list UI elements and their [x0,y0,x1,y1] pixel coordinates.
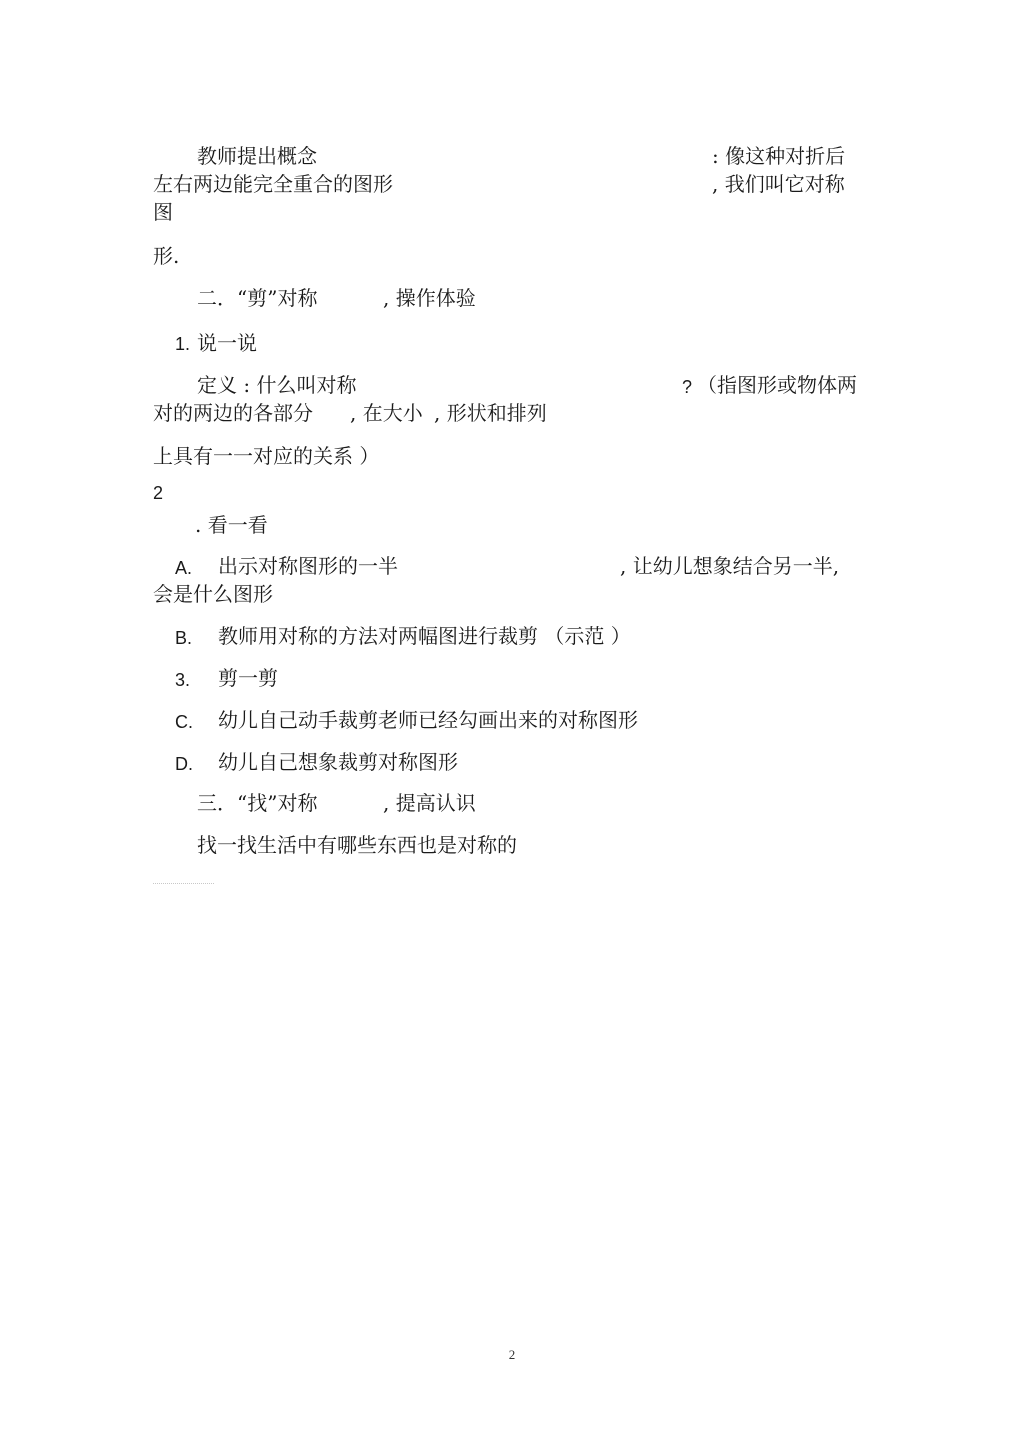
item-c-text: 幼儿自己动手裁剪老师已经勾画出来的对称图形 [218,708,638,732]
item-d-text: 幼儿自己想象裁剪对称图形 [218,750,458,774]
definition-line2-c: , 形状和排列 [434,401,547,425]
item-c-letter: C. [175,712,193,732]
item-d-letter: D. [175,754,193,774]
section-3-heading-tail: , 提高认识 [383,791,476,815]
concept-line4: 形. [153,244,180,268]
item-3-label: 剪一剪 [218,666,278,690]
section-3-text: 找一找生活中有哪些东西也是对称的 [197,833,517,857]
section-2-heading-tail: , 操作体验 [383,286,476,310]
definition-line2-a: 对的两边的各部分 [153,401,313,425]
item-3-number: 3. [175,670,191,690]
section-2-heading: 二．“剪”对称 [197,286,318,310]
definition-line2-b: , 在大小 [350,401,423,425]
item-b-letter: B. [175,628,193,648]
item-a-text: 出示对称图形的一半 [218,554,398,578]
item-a-letter: A. [175,558,193,578]
definition-left: 定义 : 什么叫对称 [197,373,357,397]
concept-line2-left: 左右两边能完全重合的图形 [153,172,393,196]
item-2-label: . 看一看 [195,513,268,537]
item-2-number: 2 [153,483,164,503]
item-a-text-line2: 会是什么图形 [153,582,273,606]
concept-line1-left: 教师提出概念 [197,144,317,168]
definition-line3: 上具有一一对应的关系 ） [153,444,380,468]
definition-question-mark: ? [682,377,693,397]
concept-line1-right: : 像这种对折后 [712,144,846,168]
page-number: 2 [508,1347,516,1362]
item-a-text-right: , 让幼儿想象结合另一半, [620,554,840,578]
footnote-divider [153,883,214,884]
definition-right: （指图形或物体两 [697,373,857,397]
item-b-text: 教师用对称的方法对两幅图进行裁剪 （示范 ） [218,624,631,648]
concept-line2-right: , 我们叫它对称 [712,172,845,196]
concept-line3: 图 [153,200,173,224]
item-1-label: 说一说 [197,331,257,355]
item-1-number: 1. [175,334,191,354]
section-3-heading: 三．“找”对称 [197,791,318,815]
